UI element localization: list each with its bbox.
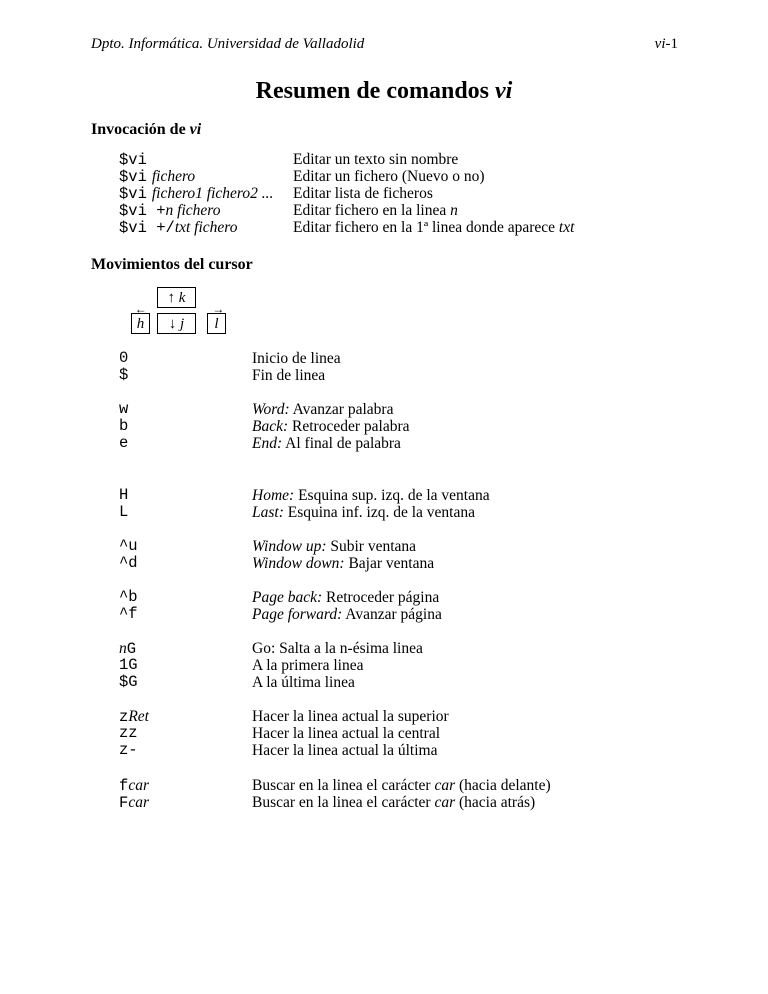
invocacion-desc: Editar lista de ficheros bbox=[293, 185, 433, 202]
mov-desc bbox=[252, 606, 442, 623]
mov-desc: Hacer la linea actual la superior bbox=[252, 708, 449, 725]
invocacion-desc bbox=[293, 202, 458, 219]
mov-desc: Hacer la linea actual la última bbox=[252, 742, 438, 759]
arrow-right-icon: → bbox=[212, 302, 225, 316]
mov-label: Window up: bbox=[252, 538, 327, 555]
mov-desc bbox=[252, 794, 535, 811]
key-letter: l bbox=[214, 316, 219, 332]
mov-desc: Hacer la linea actual la central bbox=[252, 725, 441, 742]
arrow-left-icon: ← bbox=[134, 302, 147, 316]
mov-desc-text: Esquina inf. izq. de la ventana bbox=[283, 504, 475, 521]
mov-desc: Fin de linea bbox=[252, 367, 326, 384]
mov-cmd: $ bbox=[119, 366, 129, 384]
invocacion-desc: Editar un fichero (Nuevo o no) bbox=[293, 168, 485, 185]
arrow-up-icon: ↑ bbox=[167, 290, 176, 306]
key-letter: k bbox=[178, 290, 186, 306]
mov-desc-text: Al final de palabra bbox=[282, 435, 401, 452]
mov-cmd: zz bbox=[119, 724, 138, 742]
mov-label: Page forward: bbox=[252, 606, 343, 623]
mov-desc: A la última linea bbox=[252, 674, 355, 691]
mov-cmd: z- bbox=[119, 741, 138, 759]
mov-desc: Inicio de linea bbox=[252, 350, 341, 367]
mov-desc: A la primera linea bbox=[252, 657, 364, 674]
invocacion-row bbox=[119, 185, 273, 203]
page-header-number: -1 bbox=[665, 36, 678, 52]
mov-cmd bbox=[119, 777, 149, 795]
mov-cmd-text: z bbox=[119, 708, 129, 726]
mov-cmd: ^f bbox=[119, 605, 138, 623]
section-heading-text: Invocación de bbox=[91, 121, 186, 138]
mov-desc-text: Bajar ventana bbox=[344, 555, 435, 572]
page-title bbox=[0, 78, 768, 105]
mov-label: Window down: bbox=[252, 555, 345, 572]
invocacion-arg: fichero1 fichero2 ... bbox=[151, 185, 274, 202]
mov-cmd-emph: n bbox=[119, 640, 127, 657]
key-down-j bbox=[157, 313, 196, 334]
mov-desc-tail: (hacia delante) bbox=[455, 777, 551, 794]
mov-cmd: ^u bbox=[119, 537, 138, 555]
mov-desc-text: Retroceder página bbox=[322, 589, 440, 606]
key-letter: h bbox=[136, 316, 145, 332]
invocacion-row bbox=[119, 168, 195, 186]
mov-desc-text: Esquina sup. izq. de la ventana bbox=[294, 487, 490, 504]
invocacion-desc-emph: n bbox=[450, 202, 458, 219]
mov-desc bbox=[252, 487, 490, 504]
invocacion-row bbox=[119, 219, 238, 237]
page-header-left: Dpto. Informática. Universidad de Valladolid bbox=[91, 36, 365, 52]
mov-label: Back: bbox=[252, 418, 289, 435]
invocacion-cmd: $vi bbox=[119, 151, 147, 169]
page-header-right bbox=[655, 36, 678, 53]
mov-cmd-emph: Ret bbox=[128, 708, 149, 725]
mov-desc: Go: Salta a la n-ésima linea bbox=[252, 640, 423, 657]
mov-cmd: b bbox=[119, 417, 129, 435]
mov-desc-emph: car bbox=[434, 777, 456, 794]
mov-desc-tail: (hacia atrás) bbox=[455, 794, 536, 811]
mov-cmd: $G bbox=[119, 673, 138, 691]
mov-cmd: e bbox=[119, 434, 129, 452]
mov-desc bbox=[252, 777, 551, 794]
section-heading-emph: vi bbox=[189, 121, 202, 138]
key-left-h bbox=[131, 302, 150, 334]
invocacion-cmd: $vi +/ bbox=[119, 219, 175, 237]
mov-cmd-emph: car bbox=[128, 794, 149, 811]
mov-desc-text: Avanzar palabra bbox=[289, 401, 394, 418]
key-right-l bbox=[207, 302, 226, 334]
page-header-prefix: vi bbox=[654, 36, 666, 52]
mov-cmd-text: f bbox=[119, 777, 129, 795]
key-up-k bbox=[157, 287, 196, 308]
invocacion-desc-text: Editar fichero en la linea bbox=[293, 202, 447, 219]
invocacion-arg: fichero bbox=[151, 168, 196, 185]
mov-desc-text: Buscar en la linea el carácter bbox=[252, 794, 431, 811]
mov-desc bbox=[252, 555, 434, 572]
mov-label: Word: bbox=[252, 401, 290, 418]
mov-desc-text: Subir ventana bbox=[326, 538, 417, 555]
mov-label: End: bbox=[252, 435, 283, 452]
invocacion-row bbox=[119, 151, 147, 169]
invocacion-cmd: $vi bbox=[119, 168, 147, 186]
section-heading-invocacion bbox=[91, 121, 201, 139]
section-heading-movimientos: Movimientos del cursor bbox=[91, 256, 253, 273]
page-title-emph: vi bbox=[495, 78, 513, 104]
mov-cmd: 0 bbox=[119, 349, 129, 367]
mov-cmd: H bbox=[119, 486, 129, 504]
mov-cmd: 1G bbox=[119, 656, 138, 674]
invocacion-cmd: $vi + bbox=[119, 202, 166, 220]
key-letter: j bbox=[180, 316, 185, 332]
invocacion-row bbox=[119, 202, 220, 220]
mov-label: Home: bbox=[252, 487, 295, 504]
arrow-down-icon: ↓ bbox=[168, 316, 177, 332]
mov-desc-text: Retroceder palabra bbox=[288, 418, 410, 435]
mov-label: Page back: bbox=[252, 589, 323, 606]
mov-desc bbox=[252, 538, 416, 555]
invocacion-arg: txt fichero bbox=[174, 219, 238, 236]
invocacion-desc bbox=[293, 219, 574, 236]
invocacion-cmd: $vi bbox=[119, 185, 147, 203]
mov-desc-text: Buscar en la linea el carácter bbox=[252, 777, 431, 794]
mov-cmd-text: G bbox=[126, 640, 137, 658]
mov-cmd: w bbox=[119, 400, 129, 418]
mov-desc bbox=[252, 504, 475, 521]
mov-label: Last: bbox=[252, 504, 284, 521]
mov-cmd bbox=[119, 794, 149, 812]
mov-cmd: ^d bbox=[119, 554, 138, 572]
mov-desc-emph: car bbox=[434, 794, 456, 811]
mov-desc bbox=[252, 418, 409, 435]
mov-desc bbox=[252, 589, 439, 606]
invocacion-desc-emph: txt bbox=[558, 219, 575, 236]
mov-cmd: L bbox=[119, 503, 129, 521]
invocacion-desc: Editar un texto sin nombre bbox=[293, 151, 459, 168]
page-title-main: Resumen de comandos bbox=[255, 78, 489, 104]
invocacion-arg: n fichero bbox=[165, 202, 221, 219]
mov-desc bbox=[252, 435, 401, 452]
mov-cmd-text: F bbox=[119, 794, 129, 812]
mov-desc bbox=[252, 401, 393, 418]
mov-desc-text: Avanzar página bbox=[342, 606, 442, 623]
invocacion-desc-text: Editar fichero en la 1ª linea donde aparece bbox=[293, 219, 556, 236]
mov-cmd-emph: car bbox=[128, 777, 149, 794]
mov-cmd: ^b bbox=[119, 588, 138, 606]
